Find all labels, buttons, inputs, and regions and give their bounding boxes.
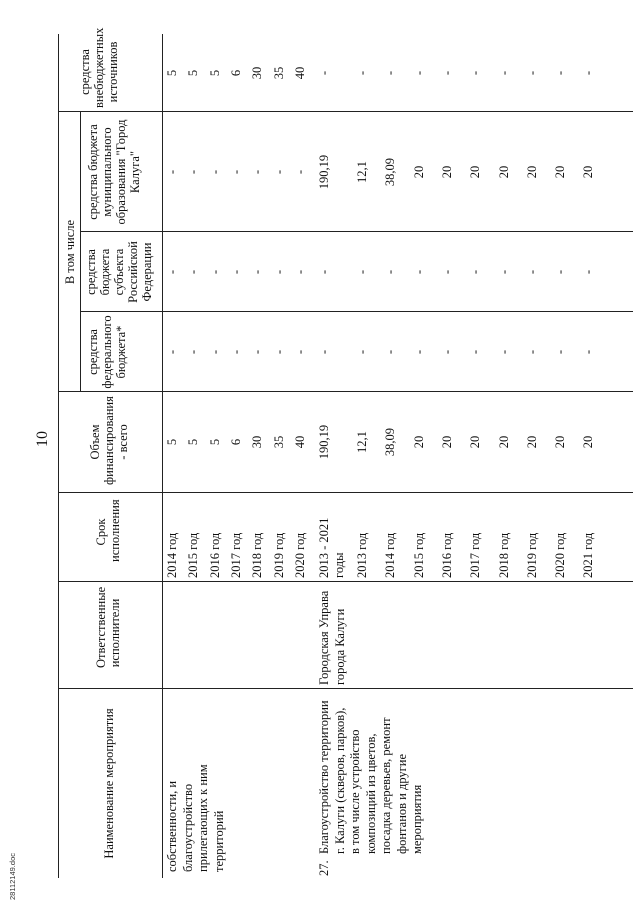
extra-cell: - (553, 70, 568, 76)
extra-cell: - (411, 70, 426, 76)
federal-cell: - (496, 349, 511, 355)
subject-cell: - (411, 269, 426, 275)
extra-cell: 40 (292, 66, 307, 80)
total-cell: 5 (207, 438, 222, 446)
subheader-divider (80, 112, 81, 392)
term-cell: 2016 год (207, 532, 222, 578)
extra-cell: 5 (207, 69, 222, 77)
subject-cell: - (496, 269, 511, 275)
subject-cell: - (165, 269, 179, 275)
extra-cell: - (524, 70, 539, 76)
extra-cell: - (439, 70, 454, 76)
header-subject: средства бюджета субъекта Российской Федерации (84, 241, 154, 303)
extra-cell: - (581, 70, 596, 76)
col-divider-2 (58, 581, 633, 582)
col-divider-3 (58, 492, 633, 493)
total-cell: 6 (228, 438, 243, 446)
term-cell: 2017 год (228, 532, 243, 578)
municipal-cell: 20 (524, 165, 539, 179)
federal-cell: - (355, 349, 369, 355)
federal-cell: - (581, 349, 596, 355)
header-municipal: средства бюджета муниципального образования "Город Калуга" (86, 119, 142, 225)
federal-cell: - (383, 349, 398, 355)
total-cell: 35 (271, 435, 286, 449)
subject-cell: - (553, 269, 568, 275)
municipal-cell: 20 (581, 165, 596, 179)
header-total: Объем финансирования - всего (88, 396, 130, 485)
page-number: 10 (34, 431, 51, 447)
extra-cell: - (468, 70, 483, 76)
federal-cell: - (317, 349, 331, 355)
term-cell: 2020 год (553, 532, 568, 578)
federal-cell: - (271, 349, 286, 355)
executor-line: города Калуги (332, 608, 347, 685)
total-cell: 5 (186, 438, 201, 446)
municipal-cell: - (165, 169, 179, 175)
executor-line: Городская Управа (317, 590, 331, 685)
total-cell: 190,19 (317, 424, 331, 460)
municipal-cell: 38,09 (383, 157, 398, 187)
subject-cell: - (355, 269, 369, 275)
municipal-cell: - (292, 169, 307, 175)
municipal-cell: 20 (468, 165, 483, 179)
municipal-cell: - (271, 169, 286, 175)
subject-cell: - (186, 269, 201, 275)
header-executors: Ответственные исполнители (94, 586, 122, 668)
extra-cell: - (496, 70, 511, 76)
total-cell: 20 (524, 435, 539, 449)
name-line: благоустройство (180, 783, 195, 872)
municipal-cell: 190,19 (317, 154, 331, 190)
extra-cell: 6 (228, 69, 243, 77)
total-cell: 20 (496, 435, 511, 449)
municipal-cell: - (228, 169, 243, 175)
header-term: Срок исполнения (94, 499, 122, 562)
federal-cell: - (228, 349, 243, 355)
subject-cell: - (271, 269, 286, 275)
footer-filename (8, 840, 20, 900)
total-cell: 20 (581, 435, 596, 449)
total-cell: 20 (553, 435, 568, 449)
col-divider-4 (58, 391, 633, 392)
extra-cell: - (317, 70, 331, 76)
subject-cell: - (383, 269, 398, 275)
name-line: прилегающих к ним (196, 764, 210, 872)
municipal-cell: - (207, 169, 222, 175)
term-cell: 2018 год (250, 532, 265, 578)
subject-cell: - (207, 269, 222, 275)
total-cell: 40 (292, 435, 307, 449)
federal-cell: - (292, 349, 307, 355)
total-cell: 38,09 (383, 427, 398, 457)
subject-cell: - (468, 269, 483, 275)
term-cell: 2013 год (355, 532, 369, 578)
municipal-cell: 12,1 (355, 161, 369, 183)
federal-cell: - (468, 349, 483, 355)
municipal-cell: 20 (411, 165, 426, 179)
header-federal: средства федерального бюджета* (86, 315, 128, 389)
term-cell: годы (332, 552, 346, 578)
total-cell: 5 (165, 438, 179, 446)
subject-cell: - (524, 269, 539, 275)
municipal-cell: 20 (496, 165, 511, 179)
term-cell: 2019 год (524, 532, 539, 578)
federal-cell: - (524, 349, 539, 355)
continued-item-name (165, 692, 227, 872)
extra-cell: 5 (186, 69, 201, 77)
header-name: Наименование мероприятия (102, 708, 116, 859)
total-cell: 20 (468, 435, 483, 449)
footer-text: 28112149.doc (8, 853, 17, 900)
extra-cell: 30 (250, 66, 265, 80)
federal-cell: - (439, 349, 454, 355)
col-divider-6 (80, 231, 633, 232)
extra-cell: - (355, 70, 369, 76)
subject-cell: - (581, 269, 596, 275)
municipal-cell: - (186, 169, 201, 175)
total-cell: 30 (250, 435, 265, 449)
name-line: собственности, и (165, 780, 179, 872)
municipal-cell: 20 (553, 165, 568, 179)
extra-cell: - (383, 70, 398, 76)
subject-cell: - (250, 269, 265, 275)
subject-cell: - (439, 269, 454, 275)
name-line: фонтанов и другие (394, 753, 409, 854)
federal-cell: - (207, 349, 222, 355)
term-cell: 2020 год (292, 532, 307, 578)
term-cell: 2016 год (439, 532, 454, 578)
header-in-that: В том числе (63, 219, 77, 285)
item-27-name (317, 689, 426, 854)
name-line: Благоустройство территории (317, 700, 331, 854)
municipal-cell: - (250, 169, 265, 175)
subject-cell: - (317, 269, 331, 275)
total-cell: 20 (439, 435, 454, 449)
total-cell: 12,1 (355, 431, 369, 453)
term-cell: 2021 год (581, 532, 596, 578)
term-cell: 2013 - 2021 (317, 517, 331, 578)
term-cell: 2014 год (383, 532, 398, 578)
name-line: г. Калуги (скверов, парков), (332, 707, 347, 854)
name-line: посадка деревьев, ремонт (379, 717, 393, 854)
term-cell: 2019 год (271, 532, 286, 578)
term-cell: 2015 год (186, 532, 201, 578)
federal-cell: - (250, 349, 265, 355)
name-line: мероприятия (410, 784, 424, 854)
subject-cell: - (292, 269, 307, 275)
col-divider-7 (58, 111, 633, 112)
name-line: композиций из цветов, (363, 733, 378, 854)
rotated-table-page (30, 27, 633, 878)
extra-cell: 5 (165, 69, 179, 77)
extra-cell: 35 (271, 66, 286, 80)
federal-cell: - (186, 349, 201, 355)
name-line: в том числе устройство (348, 729, 362, 854)
col-divider-5 (80, 311, 633, 312)
total-cell: 20 (411, 435, 426, 449)
name-line: территорий (211, 810, 226, 872)
item-27-executor (317, 583, 348, 685)
federal-cell: - (165, 349, 179, 355)
term-cell: 2018 год (496, 532, 511, 578)
item-27-number: 27. (317, 860, 331, 876)
subject-cell: - (228, 269, 243, 275)
term-cell: 2014 год (165, 532, 179, 578)
header-bottom-border (162, 34, 163, 878)
municipal-cell: 20 (439, 165, 454, 179)
federal-cell: - (411, 349, 426, 355)
federal-cell: - (553, 349, 568, 355)
term-cell: 2015 год (411, 532, 426, 578)
header-extra: средства внебюджетных источников (78, 27, 120, 108)
term-cell: 2017 год (468, 532, 483, 578)
table-top-border (58, 34, 59, 878)
